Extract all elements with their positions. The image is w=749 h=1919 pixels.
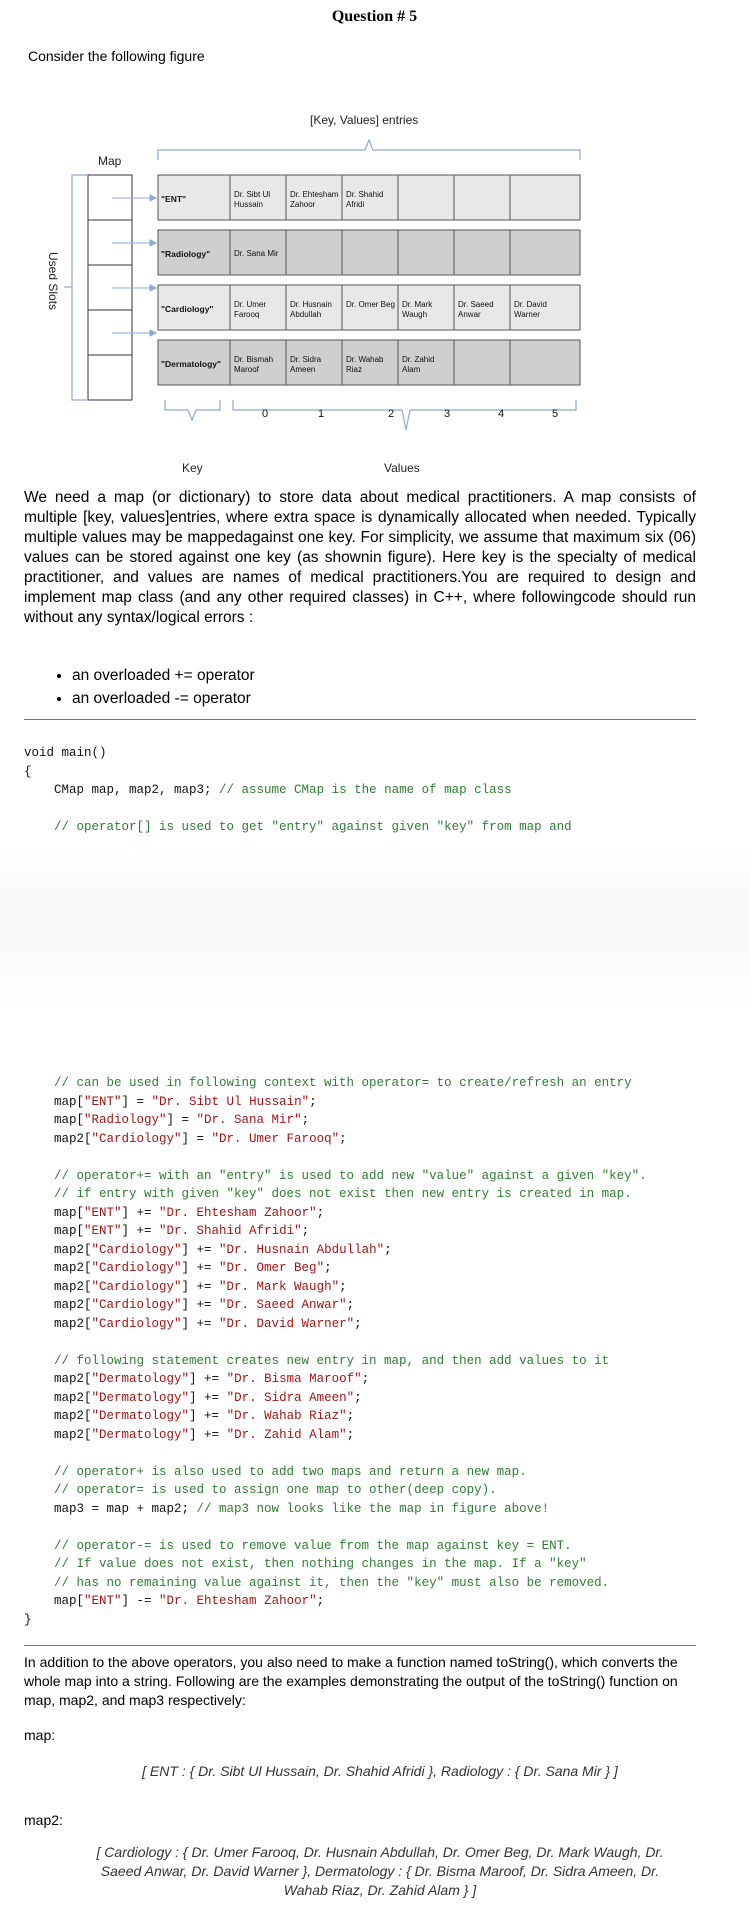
map-output-label: map: [24, 1727, 56, 1743]
map-output: [ ENT : { Dr. Sibt Ul Hussain, Dr. Shahid Afridi }, Radiology : { Dr. Sana Mir } ] [142, 1763, 618, 1779]
code-line: void main() [24, 746, 107, 760]
code-line: // operator+ is also used to add two maps and return a new map. [24, 1464, 527, 1479]
value-cell: Dr. Sibt Ul Hussain [234, 190, 271, 209]
value-cell: Dr. Sana Mir [234, 249, 279, 258]
code-line [24, 1148, 647, 1167]
map-label: Map [98, 154, 122, 168]
list-item: • an overloaded += operator [72, 664, 255, 687]
map2-output-label: map2: [24, 1812, 63, 1828]
key-label: Key [182, 461, 203, 475]
code-header [24, 744, 572, 837]
value-cell: Dr. Omer Beg [346, 300, 395, 309]
divider [24, 1645, 696, 1646]
code-line [24, 1518, 647, 1537]
code-line: map2["Cardiology"] = "Dr. Umer Farooq"; [24, 1131, 347, 1146]
blank-region [0, 850, 749, 1010]
index-label: 2 [388, 408, 395, 420]
index-label: 1 [318, 408, 325, 420]
map-figure [20, 110, 600, 480]
index-label: 4 [498, 408, 505, 420]
value-cell: Dr. David Warner [514, 300, 547, 319]
index-label: 0 [262, 408, 269, 420]
code-line: map2["Cardiology"] += "Dr. Omer Beg"; [24, 1261, 332, 1275]
code-line: // if entry with given "key" does not exist then new entry is created in map. [24, 1187, 632, 1201]
intro-text: Consider the following figure [28, 48, 205, 64]
value-cell: Dr. Bismah Maroof [234, 355, 274, 374]
value-cell: Dr. Umer Farooq [234, 300, 266, 319]
used-slots-label: Used Slots [46, 252, 60, 311]
map2-output: [ Cardiology : { Dr. Umer Farooq, Dr. Husnain Abdullah, Dr. Omer Beg, Dr. Mark Waugh, Dr. Saeed Anwar, Dr. David Warner }, Dermatology : { Dr. Bisma Maroof, Dr. Sidra Ameen, Dr. Wahab Riaz, Dr. Zahid Alam } ] [96, 1844, 664, 1898]
description-paragraph: We need a map (or dictionary) to store data about medical practitioners. A map consists of multiple [key, values]entries, where extra space is dynamically allocated when needed. Typically multiple values may be mappedagainst one key. For simplicity, we assume that maximum six (06) values can be stored against one key (as shownin figure). Here key is the specialty of medical practitioner, and values are names of medical practitioners.You are required to design and implement map class (and any other required classes) in C++, where followingcode should run without any syntax/logical errors : [24, 489, 696, 626]
code-line: map2["Dermatology"] += "Dr. Zahid Alam"; [24, 1427, 355, 1442]
key-cell: "ENT" [161, 194, 187, 204]
value-cell: Dr. Zahid Alam [402, 355, 435, 374]
code-line: map["ENT"] += "Dr. Ehtesham Zahoor"; [24, 1205, 325, 1220]
list-item: • an overloaded -= operator [72, 687, 255, 710]
code-line: map["ENT"] -= "Dr. Ehtesham Zahoor"; [24, 1594, 325, 1608]
code-line: CMap map, map2, map3; // assume CMap is the name of map class [24, 783, 512, 797]
value-cell: Dr. Mark Waugh [402, 300, 433, 319]
code-line: // has no remaining value against it, then the "key" must also be removed. [24, 1575, 610, 1590]
key-cell: "Cardiology" [161, 304, 214, 314]
index-label: 3 [444, 408, 451, 420]
code-line: map["Radiology"] = "Dr. Sana Mir"; [24, 1113, 310, 1127]
code-body [24, 1074, 647, 1629]
code-line: map2["Cardiology"] += "Dr. Saeed Anwar"; [24, 1298, 355, 1312]
value-cell: Dr. Husnain Abdullah [290, 300, 332, 319]
code-line: // operator+= with an "entry" is used to add new "value" against a given "key". [24, 1168, 647, 1183]
tostring-paragraph: In addition to the above operators, you also need to make a function named toString(), which converts the whole map into a string. Following are the examples demonstrating the output of the toString() function on map, map2, and map3 respectively: [24, 1654, 678, 1708]
code-line: // operator[] is used to get "entry" against given "key" from map and [24, 820, 572, 834]
code-line [24, 1444, 647, 1463]
values-label: Values [384, 461, 420, 475]
code-line: // following statement creates new entry in map, and then add values to it [24, 1353, 610, 1368]
value-cell: Dr. Shahid Afridi [346, 190, 384, 209]
key-cell: "Radiology" [161, 249, 211, 259]
code-line: map2["Cardiology"] += "Dr. Husnain Abdullah"; [24, 1242, 392, 1257]
divider [24, 719, 696, 720]
operator-list [48, 664, 255, 710]
key-cell: "Dermatology" [161, 359, 222, 369]
value-cell: Dr. Ehtesham Zahoor [290, 190, 339, 209]
code-line [24, 1333, 647, 1352]
value-cell: Dr. Sidra Ameen [290, 355, 322, 374]
value-cell: Dr. Wahab Riaz [346, 355, 384, 374]
code-line: map["ENT"] += "Dr. Shahid Afridi"; [24, 1224, 310, 1238]
code-line: // If value does not exist, then nothing changes in the map. If a "key" [24, 1557, 587, 1571]
code-line: // operator= is used to assign one map to other(deep copy). [24, 1483, 497, 1497]
code-line: } [24, 1612, 32, 1627]
code-line: map2["Dermatology"] += "Dr. Wahab Riaz"; [24, 1409, 355, 1423]
code-line: map3 = map + map2; // map3 now looks like the map in figure above! [24, 1501, 550, 1516]
code-line: map2["Cardiology"] += "Dr. David Warner"; [24, 1316, 362, 1331]
figure-header: [Key, Values] entries [310, 113, 419, 127]
code-line: map2["Dermatology"] += "Dr. Sidra Ameen"; [24, 1390, 362, 1405]
code-line [24, 800, 572, 819]
code-line: // can be used in following context with operator= to create/refresh an entry [24, 1076, 632, 1090]
question-title: Question # 5 [331, 8, 418, 25]
index-label: 5 [552, 408, 559, 420]
code-line: map2["Cardiology"] += "Dr. Mark Waugh"; [24, 1279, 347, 1294]
code-line: { [24, 764, 32, 779]
code-line: // operator-= is used to remove value from the map against key = ENT. [24, 1538, 572, 1553]
code-line: map2["Dermatology"] += "Dr. Bisma Maroof"; [24, 1372, 370, 1386]
value-cell: Dr. Saeed Anwar [458, 300, 494, 319]
code-line: map["ENT"] = "Dr. Sibt Ul Hussain"; [24, 1094, 317, 1109]
